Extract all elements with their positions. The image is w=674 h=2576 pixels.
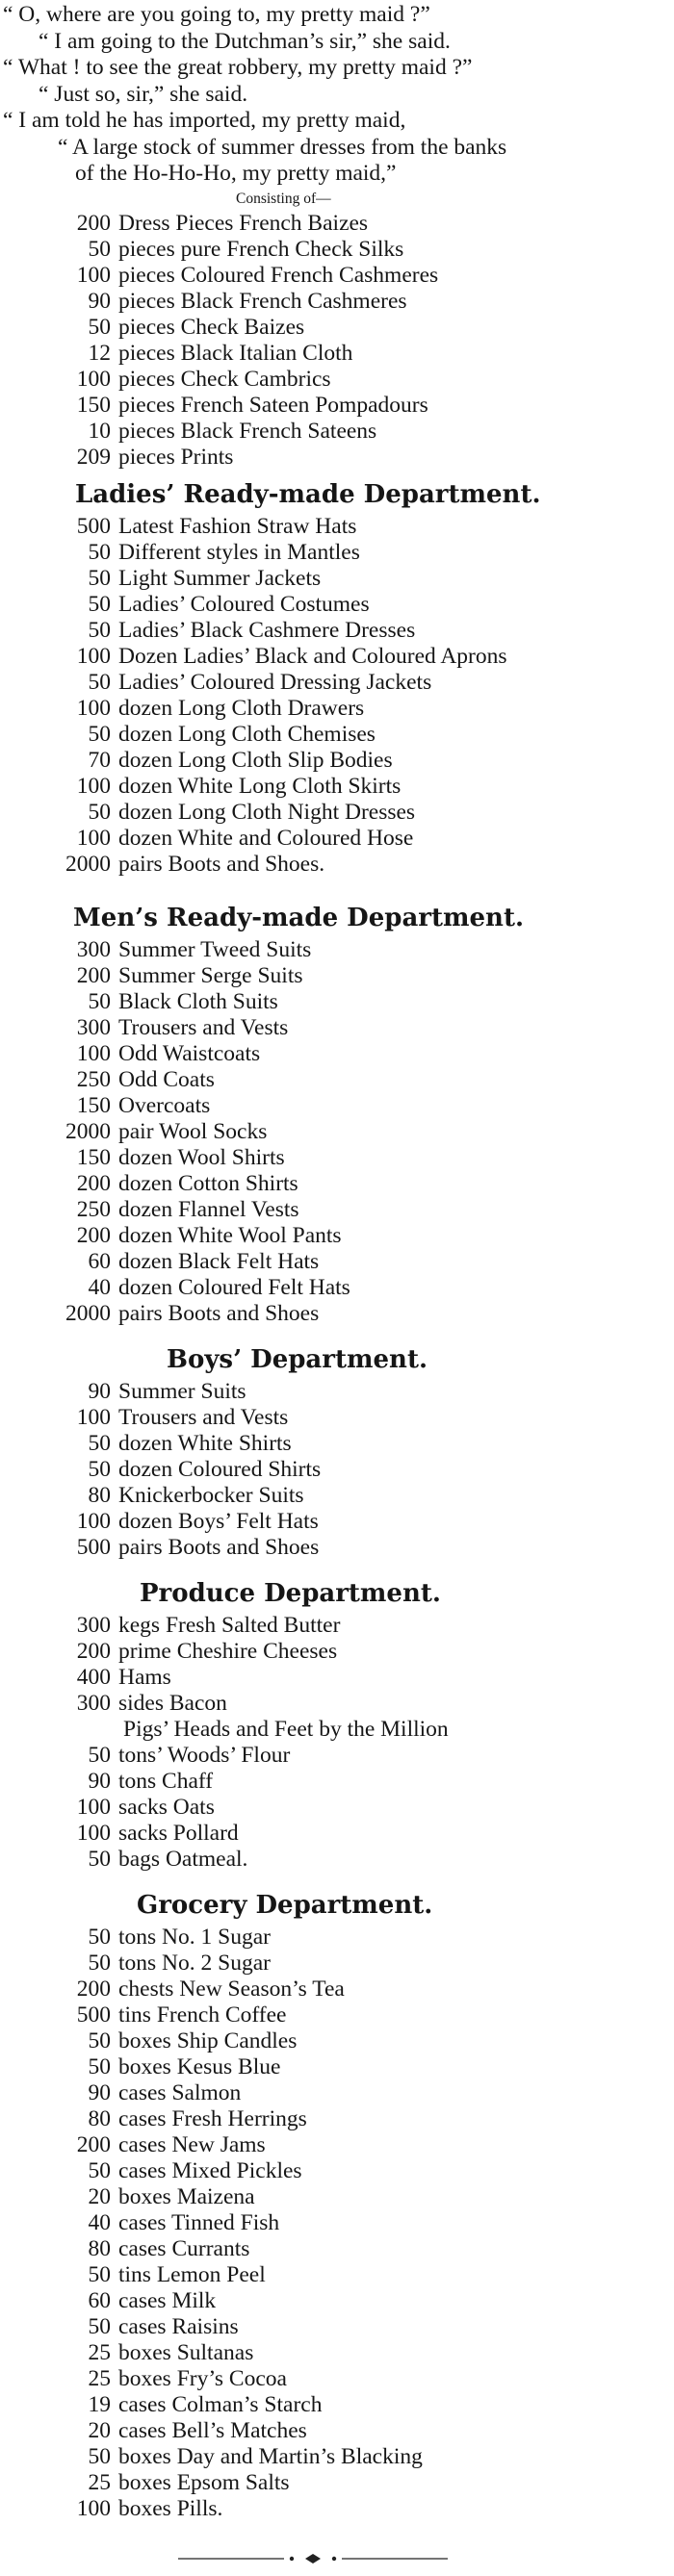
list-item xyxy=(0,2028,674,2054)
item-quantity: 50 xyxy=(88,721,111,747)
section-ladies-department xyxy=(0,514,674,878)
section-produce-department xyxy=(0,1613,674,1873)
list-item xyxy=(0,1977,674,2002)
list-item xyxy=(0,1951,674,1977)
item-description: dozen Long Cloth Chemises xyxy=(118,721,376,747)
item-description: Summer Suits xyxy=(118,1378,246,1404)
list-item xyxy=(0,263,674,289)
list-item xyxy=(0,341,674,367)
item-description: pairs Boots and Shoes xyxy=(118,1534,320,1560)
item-quantity: 50 xyxy=(88,2313,111,2339)
item-quantity: 300 xyxy=(76,936,111,962)
item-quantity: 50 xyxy=(88,799,111,825)
list-item xyxy=(0,2080,674,2106)
item-description: Pigs’ Heads and Feet by the Million xyxy=(123,1716,449,1742)
item-description: pieces Check Cambrics xyxy=(118,366,331,392)
list-item xyxy=(0,2158,674,2184)
item-quantity: 50 xyxy=(88,1846,111,1872)
item-description: sacks Pollard xyxy=(118,1820,239,1846)
list-item xyxy=(0,1405,674,1431)
list-item xyxy=(0,2262,674,2288)
item-quantity: 50 xyxy=(88,2053,111,2079)
item-description: prime Cheshire Cheeses xyxy=(118,1638,338,1664)
item-quantity: 50 xyxy=(88,591,111,617)
item-quantity: 250 xyxy=(76,1066,111,1092)
item-description: pieces Prints xyxy=(118,444,234,470)
verse-line-1: “ O, where are you going to, my pretty maid ?” xyxy=(3,2,430,27)
list-item xyxy=(0,367,674,393)
verse-line-5: “ I am told he has imported, my pretty maid, xyxy=(3,108,406,133)
item-quantity: 500 xyxy=(76,1534,111,1560)
list-item xyxy=(0,1925,674,1951)
list-item xyxy=(0,989,674,1015)
item-quantity: 300 xyxy=(76,1612,111,1638)
list-item xyxy=(0,618,674,644)
item-quantity: 12 xyxy=(88,340,111,366)
list-item xyxy=(0,1483,674,1509)
list-item xyxy=(0,2470,674,2496)
item-quantity: 400 xyxy=(76,1664,111,1690)
list-item xyxy=(0,2496,674,2522)
list-item xyxy=(0,592,674,618)
item-description: dozen Long Cloth Slip Bodies xyxy=(118,747,393,773)
list-item xyxy=(0,800,674,826)
heading-boys-department: Boys’ Department. xyxy=(167,1344,428,1374)
item-quantity: 209 xyxy=(76,444,111,470)
item-description: dozen Boys’ Felt Hats xyxy=(118,1508,319,1534)
list-item xyxy=(0,1197,674,1223)
item-quantity: 100 xyxy=(76,643,111,669)
item-description: cases Tinned Fish xyxy=(118,2209,280,2235)
item-description: boxes Kesus Blue xyxy=(118,2053,281,2079)
item-quantity: 300 xyxy=(76,1690,111,1716)
item-quantity: 50 xyxy=(88,314,111,340)
item-quantity: 50 xyxy=(88,1742,111,1768)
list-item xyxy=(0,1769,674,1795)
item-description: sides Bacon xyxy=(118,1690,227,1716)
ornament-divider xyxy=(178,2552,448,2565)
item-quantity: 50 xyxy=(88,1430,111,1456)
item-quantity: 50 xyxy=(88,565,111,591)
item-quantity: 100 xyxy=(76,2495,111,2521)
item-description: dozen Cotton Shirts xyxy=(118,1170,298,1196)
item-description: cases Bell’s Matches xyxy=(118,2417,307,2443)
item-quantity: 25 xyxy=(88,2339,111,2365)
item-description: dozen Black Felt Hats xyxy=(118,1248,320,1274)
item-quantity: 50 xyxy=(88,1456,111,1482)
item-description: tons No. 1 Sugar xyxy=(118,1924,271,1950)
item-quantity: 50 xyxy=(88,2028,111,2053)
item-description: sacks Oats xyxy=(118,1794,215,1820)
item-description: boxes Pills. xyxy=(118,2495,223,2521)
item-quantity: 90 xyxy=(88,288,111,314)
item-description: Ladies’ Coloured Dressing Jackets xyxy=(118,669,432,695)
verse-line-3: “ What ! to see the great robbery, my pretty maid ?” xyxy=(3,55,473,80)
list-item xyxy=(0,1613,674,1639)
item-description: Light Summer Jackets xyxy=(118,565,322,591)
list-item xyxy=(0,1691,674,1717)
list-item xyxy=(0,514,674,540)
item-description: dozen Wool Shirts xyxy=(118,1144,285,1170)
item-quantity: 40 xyxy=(88,1274,111,1300)
list-item xyxy=(0,1847,674,1873)
list-item xyxy=(0,963,674,989)
item-quantity: 200 xyxy=(76,962,111,988)
item-quantity: 200 xyxy=(76,210,111,236)
item-quantity: 80 xyxy=(88,1482,111,1508)
list-item xyxy=(0,1743,674,1769)
list-item xyxy=(0,1431,674,1457)
item-description: Summer Tweed Suits xyxy=(118,936,312,962)
item-quantity: 200 xyxy=(76,1976,111,2002)
list-item xyxy=(0,2184,674,2210)
item-quantity: 90 xyxy=(88,2079,111,2105)
item-quantity: 150 xyxy=(76,1144,111,1170)
list-item xyxy=(0,1015,674,1041)
item-description: dozen White Long Cloth Skirts xyxy=(118,773,402,799)
item-description: pieces Coloured French Cashmeres xyxy=(118,262,439,288)
item-description: dozen Long Cloth Night Dresses xyxy=(118,799,416,825)
list-item xyxy=(0,1041,674,1067)
item-description: Odd Waistcoats xyxy=(118,1040,261,1066)
item-description: Latest Fashion Straw Hats xyxy=(118,513,357,539)
item-description: pieces Black Italian Cloth xyxy=(118,340,353,366)
list-item xyxy=(0,2236,674,2262)
item-quantity: 100 xyxy=(76,825,111,851)
item-description: Dress Pieces French Baizes xyxy=(118,210,369,236)
item-description: Different styles in Mantles xyxy=(118,539,360,565)
item-quantity: 50 xyxy=(88,236,111,262)
list-item xyxy=(0,2288,674,2314)
item-quantity: 100 xyxy=(76,1404,111,1430)
item-description: dozen White Wool Pants xyxy=(118,1222,342,1248)
item-description: pair Wool Socks xyxy=(118,1118,268,1144)
item-quantity: 100 xyxy=(76,695,111,721)
item-quantity: 50 xyxy=(88,2261,111,2287)
list-item xyxy=(0,1639,674,1665)
list-item xyxy=(0,2210,674,2236)
item-quantity: 200 xyxy=(76,1170,111,1196)
item-quantity: 200 xyxy=(76,1638,111,1664)
item-description: Dozen Ladies’ Black and Coloured Aprons xyxy=(118,643,507,669)
list-item xyxy=(0,937,674,963)
item-quantity: 50 xyxy=(88,1924,111,1950)
item-description: Overcoats xyxy=(118,1092,211,1118)
item-description: cases Colman’s Starch xyxy=(118,2391,323,2417)
item-description: cases New Jams xyxy=(118,2131,266,2157)
item-description: tins Lemon Peel xyxy=(118,2261,266,2287)
item-description: cases Raisins xyxy=(118,2313,239,2339)
list-item xyxy=(0,774,674,800)
item-quantity: 2000 xyxy=(65,1300,111,1326)
consisting-label: Consisting of— xyxy=(236,190,331,207)
list-item xyxy=(0,2132,674,2158)
item-quantity: 90 xyxy=(88,1378,111,1404)
item-description: cases Currants xyxy=(118,2235,250,2261)
list-item xyxy=(0,2340,674,2366)
item-description: dozen Coloured Shirts xyxy=(118,1456,322,1482)
item-quantity: 2000 xyxy=(65,851,111,877)
list-item xyxy=(0,1249,674,1275)
item-description: cases Mixed Pickles xyxy=(118,2157,302,2183)
list-item xyxy=(0,722,674,748)
list-item xyxy=(0,445,674,471)
item-quantity: 100 xyxy=(76,1040,111,1066)
list-item xyxy=(0,2314,674,2340)
list-item xyxy=(0,566,674,592)
item-quantity: 60 xyxy=(88,2287,111,2313)
item-quantity: 50 xyxy=(88,1950,111,1976)
heading-grocery-department: Grocery Department. xyxy=(137,1890,433,1920)
item-description: boxes Ship Candles xyxy=(118,2028,298,2053)
list-item xyxy=(0,1145,674,1171)
item-description: Ladies’ Coloured Costumes xyxy=(118,591,370,617)
item-description: Knickerbocker Suits xyxy=(118,1482,304,1508)
heading-produce-department: Produce Department. xyxy=(140,1578,441,1608)
list-item xyxy=(0,2366,674,2392)
item-description: dozen White and Coloured Hose xyxy=(118,825,414,851)
item-quantity: 300 xyxy=(76,1014,111,1040)
item-quantity: 100 xyxy=(76,262,111,288)
list-item xyxy=(0,1067,674,1093)
item-quantity: 90 xyxy=(88,1768,111,1794)
list-item xyxy=(0,1457,674,1483)
item-description: boxes Day and Martin’s Blacking xyxy=(118,2443,423,2469)
list-item xyxy=(0,1535,674,1561)
item-quantity: 60 xyxy=(88,1248,111,1274)
item-quantity: 2000 xyxy=(65,1118,111,1144)
item-description: pieces French Sateen Pompadours xyxy=(118,392,428,418)
item-quantity: 20 xyxy=(88,2183,111,2209)
list-item xyxy=(0,1093,674,1119)
item-description: chests New Season’s Tea xyxy=(118,1976,345,2002)
item-quantity: 80 xyxy=(88,2105,111,2131)
item-description: pairs Boots and Shoes. xyxy=(118,851,325,877)
item-description: bags Oatmeal. xyxy=(118,1846,248,1872)
list-item xyxy=(0,696,674,722)
item-quantity: 100 xyxy=(76,773,111,799)
item-quantity: 200 xyxy=(76,2131,111,2157)
item-quantity: 150 xyxy=(76,1092,111,1118)
item-description: Trousers and Vests xyxy=(118,1404,289,1430)
item-quantity: 25 xyxy=(88,2365,111,2391)
list-item xyxy=(0,1795,674,1821)
section-dress-goods xyxy=(0,211,674,471)
item-quantity: 200 xyxy=(76,1222,111,1248)
section-boys-department xyxy=(0,1379,674,1561)
list-item xyxy=(0,393,674,419)
item-quantity: 100 xyxy=(76,1794,111,1820)
item-description: tons No. 2 Sugar xyxy=(118,1950,271,1976)
list-item xyxy=(0,1717,674,1743)
item-description: Ladies’ Black Cashmere Dresses xyxy=(118,617,416,643)
item-description: tins French Coffee xyxy=(118,2002,287,2028)
item-quantity: 80 xyxy=(88,2235,111,2261)
list-item xyxy=(0,826,674,852)
item-description: boxes Sultanas xyxy=(118,2339,254,2365)
list-item xyxy=(0,1509,674,1535)
item-quantity: 19 xyxy=(88,2391,111,2417)
section-mens-department xyxy=(0,937,674,1327)
item-quantity: 50 xyxy=(88,617,111,643)
item-description: Summer Serge Suits xyxy=(118,962,303,988)
item-quantity: 500 xyxy=(76,2002,111,2028)
item-description: boxes Fry’s Cocoa xyxy=(118,2365,287,2391)
list-item xyxy=(0,2418,674,2444)
list-item xyxy=(0,1223,674,1249)
list-item xyxy=(0,1275,674,1301)
item-description: pieces pure French Check Silks xyxy=(118,236,404,262)
item-quantity: 20 xyxy=(88,2417,111,2443)
list-item xyxy=(0,540,674,566)
item-description: Odd Coats xyxy=(118,1066,215,1092)
item-quantity: 250 xyxy=(76,1196,111,1222)
item-description: pieces Check Baizes xyxy=(118,314,305,340)
list-item xyxy=(0,2002,674,2028)
list-item xyxy=(0,748,674,774)
item-quantity: 50 xyxy=(88,988,111,1014)
item-quantity: 40 xyxy=(88,2209,111,2235)
item-quantity: 100 xyxy=(76,366,111,392)
item-quantity: 70 xyxy=(88,747,111,773)
verse-line-2: “ I am going to the Dutchman’s sir,” she said. xyxy=(39,28,451,54)
list-item xyxy=(0,1301,674,1327)
item-quantity: 100 xyxy=(76,1508,111,1534)
item-description: kegs Fresh Salted Butter xyxy=(118,1612,341,1638)
item-quantity: 50 xyxy=(88,2443,111,2469)
list-item xyxy=(0,289,674,315)
verse-line-6: “ A large stock of summer dresses from the banks xyxy=(58,134,507,160)
list-item xyxy=(0,644,674,670)
list-item xyxy=(0,2444,674,2470)
verse-line-7: of the Ho-Ho-Ho, my pretty maid,” xyxy=(75,161,397,186)
list-item xyxy=(0,1379,674,1405)
item-description: pieces Black French Cashmeres xyxy=(118,288,407,314)
item-description: boxes Epsom Salts xyxy=(118,2469,290,2495)
item-description: dozen Long Cloth Drawers xyxy=(118,695,365,721)
item-description: dozen Coloured Felt Hats xyxy=(118,1274,350,1300)
item-quantity: 50 xyxy=(88,2157,111,2183)
list-item xyxy=(0,670,674,696)
item-quantity: 50 xyxy=(88,539,111,565)
list-item xyxy=(0,237,674,263)
item-quantity xyxy=(0,1717,111,1743)
item-description: tons Chaff xyxy=(118,1768,214,1794)
item-quantity: 150 xyxy=(76,392,111,418)
item-description: cases Fresh Herrings xyxy=(118,2105,307,2131)
list-item xyxy=(0,419,674,445)
item-quantity: 25 xyxy=(88,2469,111,2495)
list-item xyxy=(0,1119,674,1145)
item-description: boxes Maizena xyxy=(118,2183,255,2209)
list-item xyxy=(0,1171,674,1197)
item-description: Hams xyxy=(118,1664,171,1690)
item-description: dozen White Shirts xyxy=(118,1430,292,1456)
item-description: dozen Flannel Vests xyxy=(118,1196,299,1222)
item-description: Trousers and Vests xyxy=(118,1014,289,1040)
item-description: pieces Black French Sateens xyxy=(118,418,377,444)
item-description: Black Cloth Suits xyxy=(118,988,278,1014)
list-item xyxy=(0,315,674,341)
verse-line-4: “ Just so, sir,” she said. xyxy=(39,81,248,107)
list-item xyxy=(0,2392,674,2418)
item-quantity: 10 xyxy=(88,418,111,444)
item-quantity: 50 xyxy=(88,669,111,695)
list-item xyxy=(0,2054,674,2080)
item-quantity: 100 xyxy=(76,1820,111,1846)
item-quantity: 500 xyxy=(76,513,111,539)
item-description: cases Salmon xyxy=(118,2079,242,2105)
list-item xyxy=(0,211,674,237)
list-item xyxy=(0,1665,674,1691)
section-grocery-department xyxy=(0,1925,674,2522)
item-description: tons’ Woods’ Flour xyxy=(118,1742,291,1768)
item-description: pairs Boots and Shoes xyxy=(118,1300,320,1326)
item-description: cases Milk xyxy=(118,2287,217,2313)
list-item xyxy=(0,2106,674,2132)
heading-mens-department: Men’s Ready-made Department. xyxy=(73,903,525,932)
heading-ladies-department: Ladies’ Ready-made Department. xyxy=(75,479,541,509)
list-item xyxy=(0,1821,674,1847)
list-item xyxy=(0,852,674,878)
